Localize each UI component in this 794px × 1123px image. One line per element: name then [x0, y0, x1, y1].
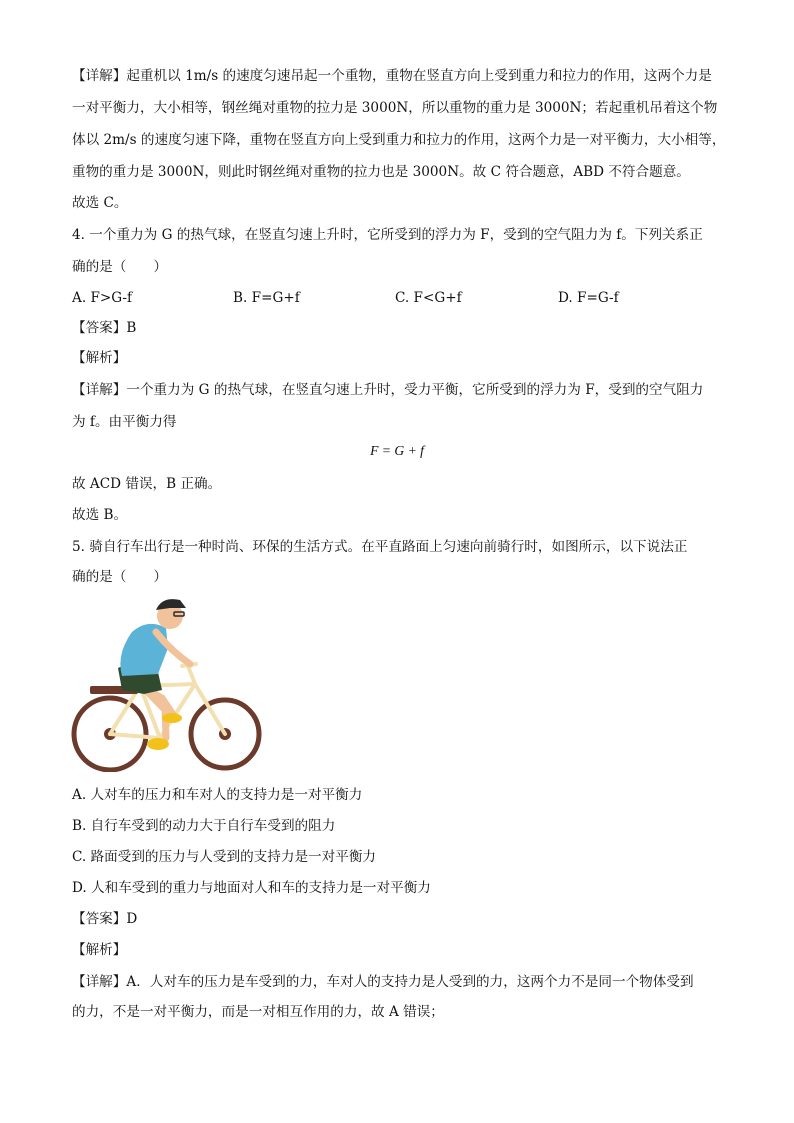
- q5-option-d: D. 人和车受到的重力与地面对人和车的支持力是一对平衡力: [72, 880, 431, 896]
- q3-explain-line-1: 【详解】起重机以 1m/s 的速度匀速吊起一个重物，重物在竖直方向上受到重力和拉力的作用，这两个力是: [72, 68, 712, 84]
- q3-explain-line-2: 一对平衡力，大小相等，钢丝绳对重物的拉力是 3000N，所以重物的重力是 3000N；若起重机吊着这个物: [72, 100, 718, 116]
- q4-analysis-heading: 【解析】: [72, 350, 127, 366]
- q4-stem-line-2: 确的是（ ）: [72, 259, 168, 275]
- q4-stem-line-1: 4. 一个重力为 G 的热气球，在竖直匀速上升时，它所受到的浮力为 F，受到的空气阻力为 f。下列关系正: [72, 227, 703, 243]
- q5-explain-line-1: 【详解】A．人对车的压力是车受到的力，车对人的支持力是人受到的力，这两个力不是同一个物体受到: [72, 974, 694, 990]
- q4-explain-line-3: 故 ACD 错误，B 正确。: [72, 476, 222, 492]
- q4-explain-line-1: 【详解】一个重力为 G 的热气球，在竖直匀速上升时，受力平衡，它所受到的浮力为 F，受到的空气阻力: [72, 382, 704, 398]
- shirt: [120, 624, 168, 676]
- cyclist-illustration: [70, 598, 266, 772]
- q5-stem-line-2: 确的是（ ）: [72, 569, 168, 585]
- q5-option-b: B. 自行车受到的动力大于自行车受到的阻力: [72, 818, 336, 834]
- q4-option-b: B. F=G+f: [233, 290, 300, 306]
- q3-explain-line-4: 重物的重力是 3000N，则此时钢丝绳对重物的拉力也是 3000N。故 C 符合题意，ABD 不符合题意。: [72, 164, 690, 180]
- q3-explain-line-3: 体以 2m/s 的速度匀速下降，重物在竖直方向上受到重力和拉力的作用，这两个力是一对平衡力，大小相等，: [72, 132, 726, 148]
- shoe: [162, 713, 182, 723]
- q5-explain-line-2: 的力，不是一对平衡力，而是一对相互作用的力，故 A 错误；: [72, 1004, 444, 1020]
- q4-option-d: D. F=G-f: [558, 290, 619, 306]
- q4-conclusion: 故选 B。: [72, 507, 128, 523]
- q5-option-c: C. 路面受到的压力与人受到的支持力是一对平衡力: [72, 849, 377, 865]
- q4-explain-line-2: 为 f。由平衡力得: [72, 414, 177, 430]
- q4-formula: F = G + f: [370, 443, 424, 458]
- q3-conclusion: 故选 C。: [72, 195, 128, 211]
- q5-analysis-heading: 【解析】: [72, 942, 127, 958]
- q4-option-c: C. F<G+f: [395, 290, 462, 306]
- q4-option-a: A. F>G-f: [72, 290, 133, 306]
- q5-stem-line-1: 5. 骑自行车出行是一种时尚、环保的生活方式。在平直路面上匀速向前骑行时，如图所示，以下说法正: [72, 539, 688, 555]
- q4-answer: 【答案】B: [72, 320, 137, 336]
- q5-answer: 【答案】D: [72, 911, 138, 927]
- q5-option-a: A. 人对车的压力和车对人的支持力是一对平衡力: [72, 787, 363, 803]
